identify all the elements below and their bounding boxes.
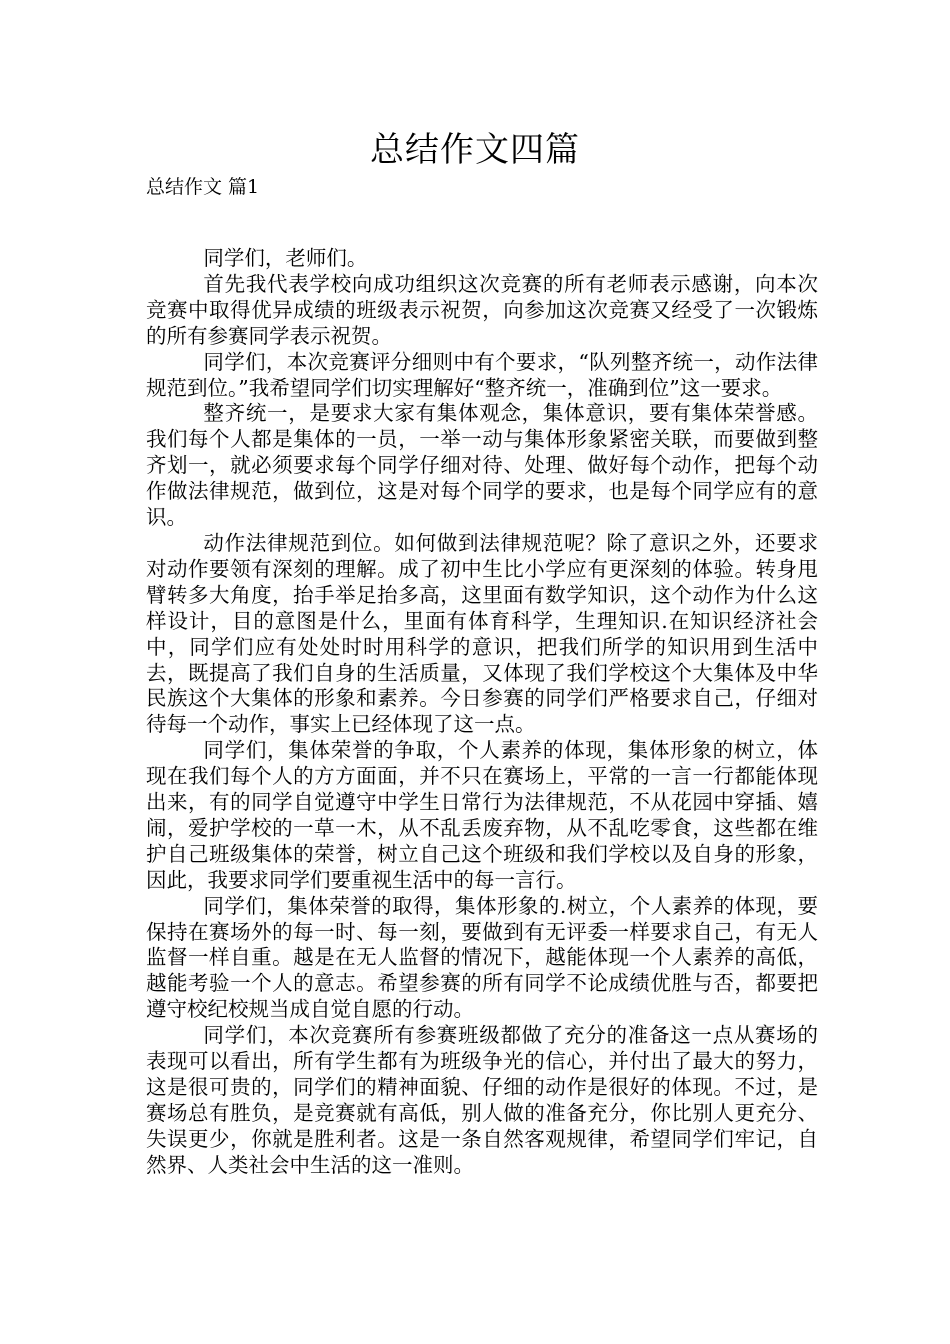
paragraph: 动作法律规范到位。如何做到法律规范呢？除了意识之外，还要求对动作要领有深刻的理解。成了初中生比小学应有更深刻的体验。转身甩臂转多大角度，抬手举足抬多高，这里面有数学知识，这个动作为什么这样设计，目的意图是什么，里面有体育科学，生理知识.在知识经济社会中，同学们应有处处时时用科学的意识，把我们所学的知识用到生活中去，既提高了我们自身的生活质量，又体现了我们学校这个大集体及中华民族这个大集体的形象和素养。今日参赛的同学们严格要求自己，仔细对待每一个动作，事实上已经体现了这一点。 xyxy=(146,530,818,737)
document-body xyxy=(146,246,818,1179)
paragraph: 同学们，本次竞赛所有参赛班级都做了充分的准备这一点从赛场的表现可以看出，所有学生都有为班级争光的信心，并付出了最大的努力，这是很可贵的，同学们的精神面貌、仔细的动作是很好的体现。不过，是赛场总有胜负，是竞赛就有高低，别人做的准备充分，你比别人更充分、失误更少，你就是胜利者。这是一条自然客观规律，希望同学们牢记，自然界、人类社会中生活的这一准则。 xyxy=(146,1023,818,1177)
paragraph: 首先我代表学校向成功组织这次竞赛的所有老师表示感谢，向本次竞赛中取得优异成绩的班级表示祝贺，向参加这次竞赛又经受了一次锻炼的所有参赛同学表示祝贺。 xyxy=(146,271,818,348)
paragraph: 同学们，老师们。 xyxy=(203,246,368,270)
paragraph: 同学们，集体荣誉的争取，个人素养的体现，集体形象的树立，体现在我们每个人的方方面面，并不只在赛场上，平常的一言一行都能体现出来，有的同学自觉遵守中学生日常行为法律规范，不从花园中穿插、嬉闹，爱护学校的一草一木，从不乱丢废弃物，从不乱吃零食，这些都在维护自己班级集体的荣誉，树立自己这个班级和我们学校以及自身的形象，因此，我要求同学们要重视生活中的每一言行。 xyxy=(146,738,818,892)
document-title: 总结作文四篇 xyxy=(370,130,580,170)
paragraph: 同学们，集体荣誉的取得，集体形象的.树立，个人素养的体现，要保持在赛场外的每一时、每一刻，要做到有无评委一样要求自己，有无人监督一样自重。越是在无人监督的情况下，越能体现一个人素养的高低，越能考验一个人的意志。希望参赛的所有同学不论成绩优胜与否，都要把遵守校纪校规当成自觉自愿的行动。 xyxy=(146,893,818,1022)
paragraph: 同学们，本次竞赛评分细则中有个要求，“队列整齐统一，动作法律规范到位。”我希望同学们切实理解好“整齐统一，准确到位”这一要求。 xyxy=(146,349,818,400)
paragraph: 整齐统一，是要求大家有集体观念，集体意识，要有集体荣誉感。我们每个人都是集体的一员，一举一动与集体形象紧密关联，而要做到整齐划一，就必须要求每个同学仔细对待、处理、做好每个动作，把每个动作做法律规范，做到位，这是对每个同学的要求，也是每个同学应有的意识。 xyxy=(146,401,818,530)
section-heading: 总结作文 篇1 xyxy=(146,176,260,198)
